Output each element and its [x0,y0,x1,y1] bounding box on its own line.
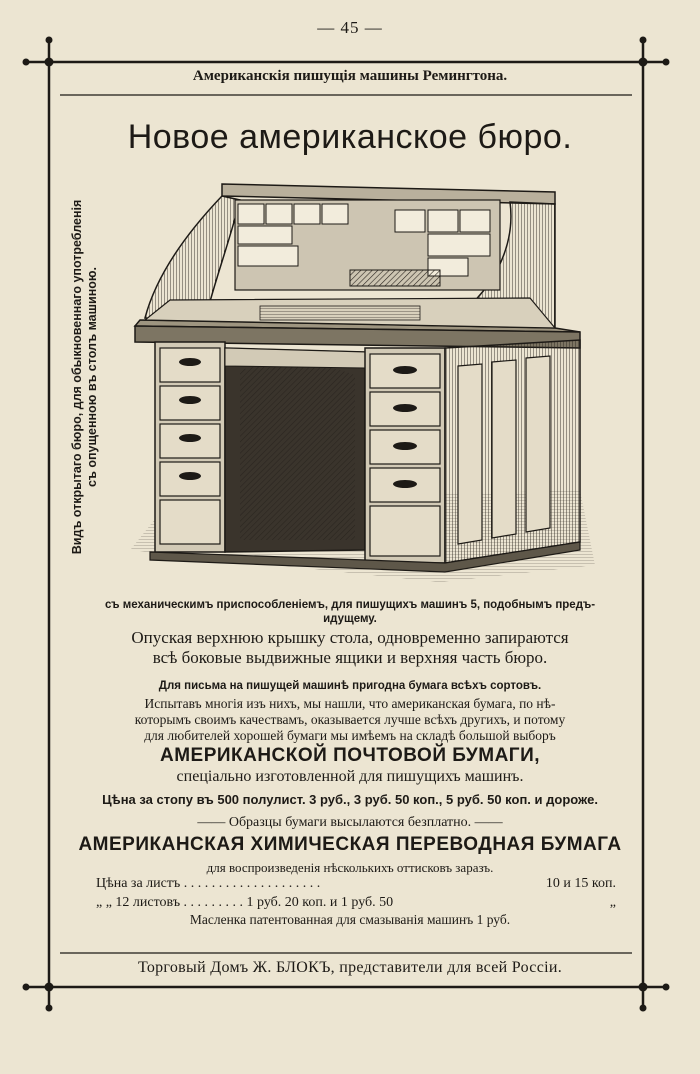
samples-text: Образцы бумаги высылаются безплатно. [228,815,472,830]
side-caption-line: съ опущенною въ столъ машиною. [85,266,99,488]
price-label: „ „ 12 листовъ . . . . . . . . . 1 руб. 20 коп. и 1 руб. 50 [96,895,394,910]
roll-top-desk-illustration [110,170,600,590]
price-label: Цѣна за листъ . . . . . . . . . . . . . . . . . . . . [96,876,321,891]
postal-paper-brand: АМЕРИКАНСКОЙ ПОЧТОВОЙ БУМАГИ, [159,745,541,766]
postal-paper-subtitle: спеціально изготовленной для пишущихъ машинъ. [176,768,524,785]
paper-body-line: для любителей хорошей бумаги мы имѣемъ на складѣ большой выборъ [144,728,556,743]
ornament-left: —— [197,815,226,830]
page-number: — 45 — [317,18,383,37]
header-title: Американскія пишущія машины Ремингтона. [192,68,508,84]
paper-body-line: которымъ своимъ качествамъ, оказывается лучше всѣхъ другихъ, и потому [134,712,566,727]
carbon-paper-subtitle: для воспроизведенія нѣсколькихъ оттисковъ заразъ. [206,860,494,875]
price-list [96,876,616,914]
caption-line: съ механическимъ приспособленіемъ, для пишущихъ машинъ 5, подобнымъ предъ- [104,599,596,611]
paper-section-title: Для письма на пишущей машинѣ пригодна бумага всѣхъ сортовъ. [158,680,542,692]
ream-price-line: Цѣна за стопу въ 500 полулист. 3 руб., 3 руб. 50 коп., 5 руб. 50 коп. и дороже. [102,792,598,807]
price-value: „ [609,895,616,910]
note-line: Опуская верхнюю крышку стола, одновременно запираются [131,628,569,647]
side-caption [70,192,100,562]
price-value: 10 и 15 коп. [545,876,616,891]
carbon-paper-title: АМЕРИКАНСКАЯ ХИМИЧЕСКАЯ ПЕРЕВОДНАЯ БУМАГА [78,834,622,855]
price-row [96,876,616,895]
desk-note [60,628,640,668]
side-caption-line: Видъ открытаго бюро, для обыкновеннаго употребленія [70,199,84,555]
caption-line: идущему. [323,613,377,625]
illustration-caption [60,598,640,626]
ornament-right: —— [474,815,503,830]
oiler-price: Масленка патентованная для смазыванія машинъ 1 руб. [189,912,511,927]
note-line: всѣ боковые выдвижные ящики и верхняя часть бюро. [152,648,548,667]
samples-notice [60,815,640,831]
paper-section-body [60,696,640,744]
footer-trading-house: Торговый Домъ Ж. БЛОКЪ, представители для всей Россіи. [137,959,563,976]
paper-body-line: Испытавъ многія изъ нихъ, мы нашли, что американская бумага, по нѣ- [144,696,556,711]
page-title: Новое американское бюро. [127,118,573,156]
